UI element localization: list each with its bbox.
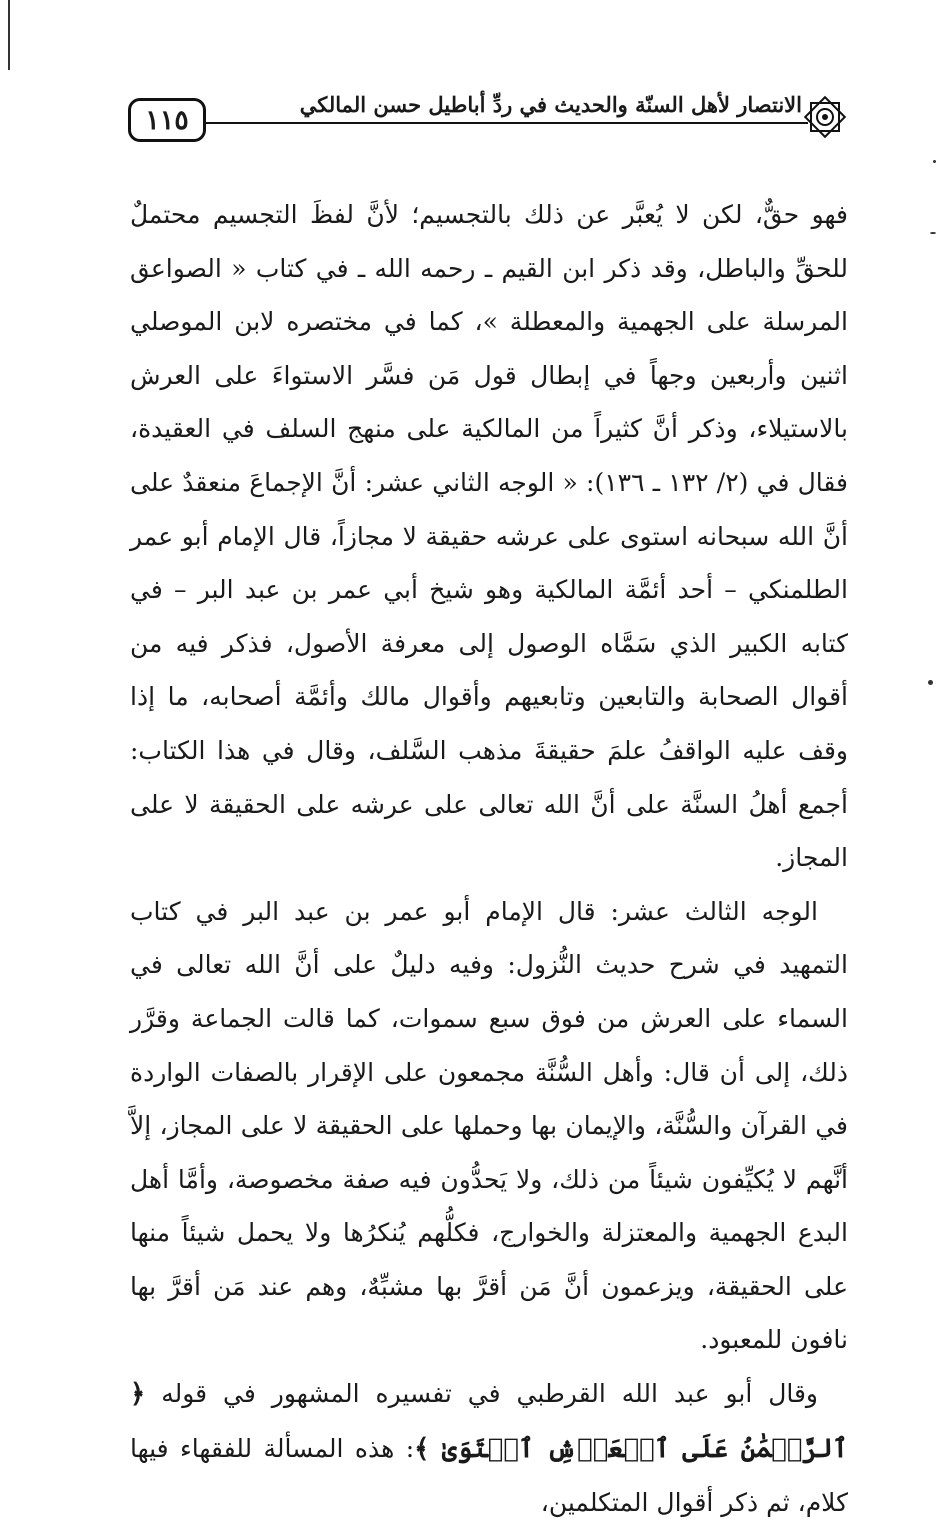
page-number-text: ١١٥ [145,104,189,136]
scan-speck [930,232,936,234]
page-number [128,98,206,142]
scan-speck [928,680,933,685]
star-ornament-icon [802,94,848,140]
header-rule [198,122,808,124]
paragraph-text: : هذه المسألة للفقهاء فيها كلام، ثم ذكر أقوال المتكلمين، [130,1433,848,1518]
quran-verse: ﴿ ٱلرَّحۡمَٰنُ عَلَى ٱلۡعَرۡشِ ٱسۡتَوَىٰ ﴾ [130,1379,848,1464]
scan-edge-line [8,0,10,70]
scan-speck [933,160,936,163]
page-header [128,92,848,148]
paragraph: فهو حقٌّ، لكن لا يُعبَّر عن ذلك بالتجسيم؛ لأنَّ لفظَ التجسيم محتملٌ للحقِّ والباطل، وقد ذكر ابن القيم ـ رحمه الله ـ في كتاب « الصواعق المرسلة على الجهمية والمعطلة »، كما في مختصره لابن الموصلي اثنين وأربعين وجهاً في إبطال قول مَن فسَّر الاستواءَ على العرش بالاستيلاء، وذكر أنَّ كثيراً من المالكية على منهج السلف في العقيدة، فقال في (٢/ ١٣٢ ـ ١٣٦): « الوجه الثاني عشر: أنَّ الإجماعَ منعقدٌ على أنَّ الله سبحانه استوى على عرشه حقيقة لا مجازاً، قال الإمام أبو عمر الطلمنكي – أحد أئمَّة المالكية وهو شيخ أبي عمر بن عبد البر – في كتابه الكبير الذي سَمَّاه الوصول إلى معرفة الأصول، فذكر فيه من أقوال الصحابة والتابعين وتابعيهم وأقوال مالك وأئمَّة أصحابه، ما إذا وقف عليه الواقفُ علمَ حقيقةَ مذهب السَّلف، وقال في هذا الكتاب: أجمع أهلُ السنَّة على أنَّ الله تعالى على عرشه على الحقيقة لا على المجاز. [130,200,848,873]
paragraph: الوجه الثالث عشر: قال الإمام أبو عمر بن عبد البر في كتاب التمهيد في شرح حديث النُّزول: وفيه دليلٌ على أنَّ الله تعالى في السماء على العرش من فوق سبع سموات، كما قالت الجماعة وقرَّر ذلك، إلى أن قال: وأهل السُّنَّة مجمعون على الإقرار بالصفات الواردة في القرآن والسُّنَّة، والإيمان بها وحملها على الحقيقة لا على المجاز، إلاَّ أنَّهم لا يُكيِّفون شيئاً من ذلك، ولا يَحدُّون فيه صفة مخصوصة، وأمَّا أهل البدع الجهمية والمعتزلة والخوارج، فكلُّهم يُنكرُها ولا يحمل شيئاً منها على الحقيقة، ويزعمون أنَّ مَن أقرَّ بها مشبِّهٌ، وهم عند مَن أقرَّ بها نافون للمعبود. [130,896,848,1355]
paragraph-text: وقال أبو عبد الله القرطبي في تفسيره المشهور في قوله [161,1379,819,1409]
body-text [130,188,848,1530]
paragraph [130,1367,848,1530]
running-title: الانتصار لأهل السنّة والحديث في ردِّ أباطيل حسن المالكي [294,92,802,122]
